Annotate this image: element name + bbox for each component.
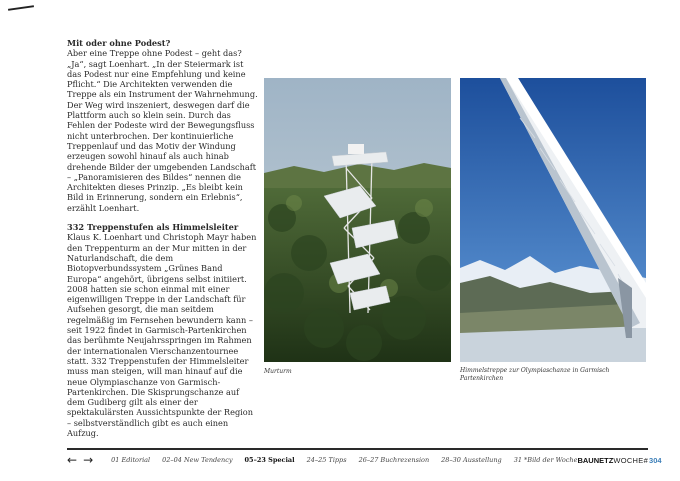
article-text-column xyxy=(67,38,259,447)
olympiaschanze-caption: Himmelstreppe zur Olympiaschanze in Garmisch Partenkirchen xyxy=(460,367,610,382)
section-heading-podest: Mit oder ohne Podest? xyxy=(67,38,171,48)
section-heading-himmelsleiter: 332 Treppenstufen als Himmelsleiter xyxy=(67,222,239,233)
footer-navigation xyxy=(67,453,662,467)
issue-number: 304 xyxy=(649,455,662,465)
nav-item-special[interactable]: 05–23 Special xyxy=(244,456,295,464)
murturm-photo xyxy=(264,78,451,362)
corner-crop-mark xyxy=(8,5,34,11)
nav-item-new-tendency[interactable]: 02–04 New Tendency xyxy=(162,456,233,464)
baunetzwoche-logo[interactable] xyxy=(577,456,661,465)
nav-item-buchrezension[interactable]: 26–27 Buchrezension xyxy=(358,456,430,464)
nav-item-editorial[interactable]: 01 Editorial xyxy=(111,456,151,464)
section-body-podest: Aber eine Treppe ohne Podest – geht das? „Ja“, sagt Loenhart. „In der Steiermark ist das Podest nur eine Empfehlung und keine Pflicht.“ Die Architekten verwenden die Treppe als ein Instrument der Wahrnehmung. Der Weg wird inszeniert, deswegen darf die Plattform auch so klein sein. Durch das Fehlen der Podeste wird der Bewegungsfluss nicht unterbrochen. Der kontinuierliche Treppenlauf und das Motiv der Windung erzeugen sowohl hinauf als auch hinab drehende Bilder der umgebenden Landschaft – „Panoramisieren des Bildes“ nennen die Architekten dieses Prinzip. „Es bleibt kein Bild in Erinnerung, sondern ein Erlebnis“, erzählt Loenhart. xyxy=(67,48,258,213)
nav-item-bild-der-woche[interactable]: 31 *Bild der Woche xyxy=(513,456,578,464)
olympiaschanze-photo xyxy=(460,78,646,362)
logo-text-baunetz: BAUNETZ xyxy=(577,455,614,465)
murturm-caption: Murturm xyxy=(264,368,292,375)
footer-divider xyxy=(67,448,648,450)
section-body-himmelsleiter: Klaus K. Loenhart und Christoph Mayr haben den Treppenturm an der Mur mitten in der Naturlandschaft, die dem Biotopverbundssystem „Grünes Band Europa“ angehört, übrigens selbst initiiert. 2008 hatten sie schon einmal mit einer eigenwilligen Treppe in der Landschaft für Aufsehen gesorgt, die man seitdem regelmäßig im Fernsehen bewundern kann – seit 1922 findet in Garmisch-Partenkirchen das berühmte Neujahrsspringen im Rahmen der internationalen Vierschanzentournee statt. 332 Treppenstufen der Himmelsleiter muss man steigen, will man hinauf auf die neue Olympiaschanze von Garmisch-Partenkirchen. Die Skisprungschanze auf dem Gudiberg gilt als einer der spektakulärsten Aussichtspunkte der Region – selbstverständlich gibt es auch einen Aufzug. xyxy=(67,232,257,438)
logo-text-woche: WOCHE xyxy=(613,455,644,465)
logo-mark: # xyxy=(643,455,649,465)
nav-item-tipps[interactable]: 24–25 Tipps xyxy=(306,456,347,464)
arrow-right-icon[interactable]: → xyxy=(83,453,94,467)
arrow-left-icon[interactable]: ← xyxy=(67,453,78,467)
nav-item-ausstellung[interactable]: 28–30 Ausstellung xyxy=(441,456,502,464)
